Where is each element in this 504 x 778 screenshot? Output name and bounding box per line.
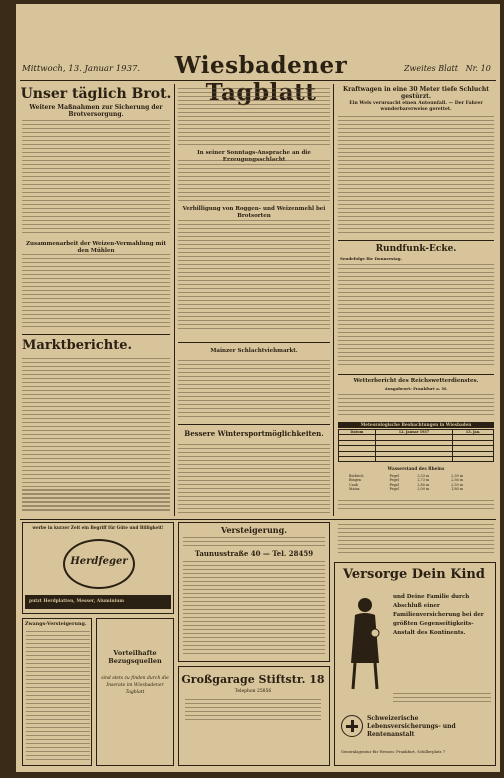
water-row: Bingen Pegel 2,73 m 2,56 m (349, 478, 463, 483)
obs-col-day2: 13. Jan. (453, 430, 494, 435)
vorteil-headline: Vorteilhafte Bezugsquellen (108, 649, 162, 665)
car-crash-headline: Kraftwagen in eine 30 Meter tiefe Schlucht gestürzt. (342, 86, 490, 100)
article-bread-text (22, 120, 170, 238)
masthead-title: Wiesbadener (174, 52, 348, 79)
article-bread-text-2 (22, 254, 170, 332)
vorteil-ad (96, 618, 174, 766)
col3-misc-text (338, 524, 494, 558)
garage-ad (178, 666, 330, 766)
radio-program-text (338, 264, 494, 370)
masthead-sheet-number (404, 64, 491, 73)
herdfeger-tagline: werbe in kurzer Zeit ein Begriff für Güte und Billigkeit! (32, 525, 164, 530)
obs-col-day1: 12. Januar 1937 (375, 430, 453, 435)
radio-subhead: Sendefolge für Donnerstag. (340, 256, 402, 261)
water-row: Mainz Pegel 2,00 m 1,88 m (349, 487, 463, 492)
obs-headline: Meteorologische Beobachtungen in Wiesbaden (338, 422, 494, 428)
water-level-table (348, 474, 484, 492)
masthead-sheet: Zweites Blatt (404, 64, 458, 73)
bread-subhead-2: Zusammenarbeit der Weizen-Vermahlung mit den Mühlen (26, 241, 166, 254)
masthead-date: Mittwoch, 13. Januar 1937. (22, 64, 141, 74)
forced-auction-headline: Zwangs-Versteigerung. (25, 621, 87, 627)
newspaper-page (16, 4, 500, 772)
herdfeger-bar: putzt Herdplatten, Messer, Aluminium (25, 595, 171, 609)
water-level-headline: Wasserstand des Rheins (387, 466, 445, 471)
article-col2-text-4 (178, 360, 330, 420)
herdfeger-logo: Herdfeger (70, 556, 128, 567)
herdfeger-ad (22, 522, 174, 614)
article-col2-text-3 (178, 220, 330, 334)
col2-subhead-2: Verbilligung von Roggen- und Weizenmehl bei Brotsorten (182, 206, 326, 219)
garage-headline: Großgarage Stiftstr. 18 (181, 673, 325, 686)
column-rule-1 (174, 84, 175, 516)
masthead-rule (20, 80, 496, 81)
auction-address: Taunusstraße 40 — Tel. 28459 (194, 549, 314, 558)
water-row: Caub Pegel 2,80 m 2,59 m (349, 482, 463, 487)
column-rule-2 (333, 84, 334, 516)
main-subhead: Weitere Maßnahmen zur Sicherung der Brotversorgung. (29, 104, 163, 118)
obs-col-date: Datum (339, 430, 376, 435)
herdfeger-emblem (63, 539, 135, 589)
article-col2-text-2 (178, 160, 330, 204)
insurance-text: und Deine Familie durch Abschluß einer Familienversicherung bei der größten Gegenseitigkeits-Anstalt des Kontinents. (393, 594, 484, 636)
masthead-number: Nr. 10 (465, 64, 491, 73)
auction-notice (178, 522, 330, 662)
family-icon (343, 593, 387, 691)
weather-subhead: Ausgabeort: Frankfurt a. M. (384, 386, 448, 391)
col2-subhead-1: In seiner Sonntags-Ansprache an die (197, 150, 311, 156)
vorteil-text: sind stets zu finden durch die Inserate im Wiesbadener Tagblatt (101, 676, 169, 695)
market-report-text (22, 358, 170, 514)
winter-sport-headline: Bessere Wintersportmöglichkeiten. (184, 429, 324, 438)
swiss-cross-icon (341, 715, 363, 737)
weather-headline: Wetterbericht des Reichswetterdienstes. (353, 378, 479, 384)
article-col2-text-1 (178, 88, 330, 148)
auction-headline: Versteigerung. (220, 525, 287, 535)
mother-child-illustration (343, 593, 387, 691)
market-report-headline: Marktberichte. (22, 338, 132, 353)
main-headline: Unser täglich Brot. (20, 86, 172, 102)
forced-auction-text (26, 631, 90, 763)
car-crash-text (338, 116, 494, 236)
insurance-agency: Generalagentur für Hessen: Frankfurt, Schillerplatz 7 (341, 749, 446, 754)
water-row: Biebrich Pegel 2,53 m 2,39 m (349, 474, 463, 478)
car-crash-subhead: Ein Wels verursacht einen Autounfall. — Der Fahrer wunderbarerweise gerettet. (349, 101, 483, 112)
insurance-company-name: Schweizerische Lebensversicherungs- und Rentenanstalt (367, 715, 456, 738)
garage-phone: Telephon 25856 (234, 689, 272, 694)
insurance-ad (334, 562, 496, 766)
col2-subhead-3: Mainzer Schlachtviehmarkt. (210, 348, 298, 354)
radio-corner-headline: Rundfunk-Ecke. (375, 244, 457, 254)
insurance-headline: Versorge Dein Kind (343, 567, 485, 582)
forced-auction-notice (22, 618, 92, 766)
garage-text (185, 699, 321, 759)
weather-text (338, 394, 494, 420)
winter-sport-text (178, 444, 330, 516)
obs-table (338, 429, 494, 462)
auction-text (183, 561, 325, 659)
